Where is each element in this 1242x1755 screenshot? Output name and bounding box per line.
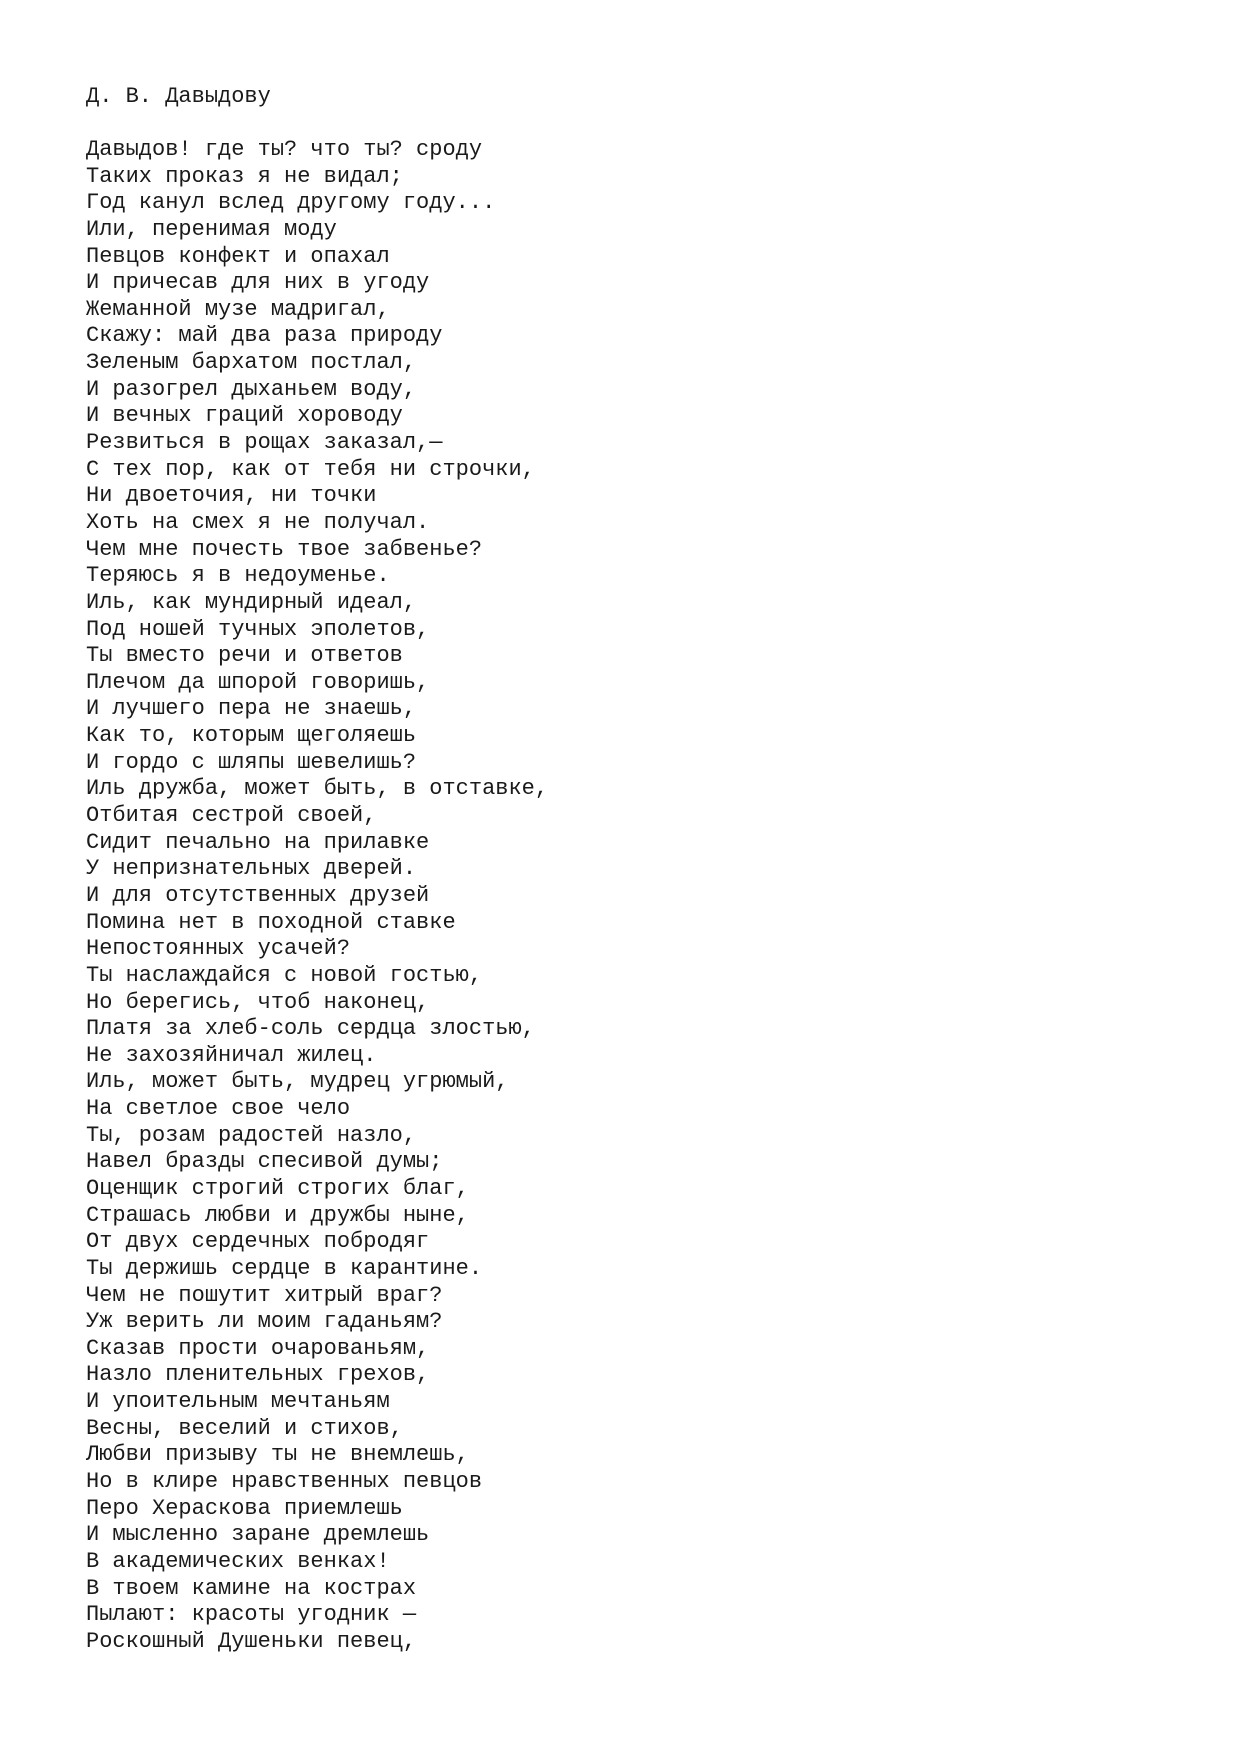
- poem-line: Иль, как мундирный идеал,: [86, 589, 417, 615]
- poem-line: Певцов конфект и опахал: [86, 243, 390, 269]
- poem-line: Ты наслаждайся с новой гостью,: [86, 962, 483, 988]
- poem-line: Ты, розам радостей назло,: [86, 1122, 417, 1148]
- poem-line: И причесав для них в угоду: [86, 270, 430, 296]
- poem-line: Не захозяйничал жилец.: [86, 1042, 377, 1068]
- poem-line: Но берегись, чтоб наконец,: [86, 989, 430, 1015]
- poem-line: Помина нет в походной ставке: [86, 909, 456, 935]
- poem-line: Ты держишь сердце в карантине.: [86, 1255, 483, 1281]
- poem-line: Иль дружба, может быть, в отставке,: [86, 776, 549, 802]
- poem-line: Отбитая сестрой своей,: [86, 803, 377, 829]
- poem-line: Под ношей тучных эполетов,: [86, 616, 430, 642]
- poem-line: Перо Хераскова приемлешь: [86, 1495, 403, 1521]
- poem-line: Плечом да шпорой говоришь,: [86, 669, 430, 695]
- poem-line: И лучшего пера не знаешь,: [86, 696, 417, 722]
- poem-line: С тех пор, как от тебя ни строчки,: [86, 456, 535, 482]
- poem-line: И вечных граций хороводу: [86, 403, 403, 429]
- poem-line: Уж верить ли моим гаданьям?: [86, 1309, 443, 1335]
- poem-line: Ты вместо речи и ответов: [86, 643, 403, 669]
- poem-line: Ни двоеточия, ни точки: [86, 483, 377, 509]
- poem-line: И разогрел дыханьем воду,: [86, 376, 417, 402]
- poem-line: Непостоянных усачей?: [86, 936, 351, 962]
- poem-line: Как то, которым щеголяешь: [86, 723, 417, 749]
- poem-line: Пылают: красоты угодник —: [86, 1602, 417, 1628]
- poem-line: Назло пленительных грехов,: [86, 1362, 430, 1388]
- poem-title: Д. В. Давыдову: [86, 84, 271, 109]
- poem-line: И для отсутственных друзей: [86, 882, 430, 908]
- poem-line: Жеманной музе мадригал,: [86, 296, 390, 322]
- poem-line: На светлое свое чело: [86, 1096, 351, 1122]
- poem-line: Любви призыву ты не внемлешь,: [86, 1442, 469, 1468]
- poem-line: И упоительным мечтаньям: [86, 1389, 390, 1415]
- poem-line: Оценщик строгий строгих благ,: [86, 1175, 469, 1201]
- poem-line: Зеленым бархатом постлал,: [86, 350, 417, 376]
- poem-line: Резвиться в рощах заказал,—: [86, 430, 443, 456]
- poem-line: Чем не пошутит хитрый враг?: [86, 1282, 443, 1308]
- poem-body: [86, 137, 548, 1656]
- poem-line: В твоем камине на кострах: [86, 1575, 417, 1601]
- poem-line: Таких проказ я не видал;: [86, 163, 403, 189]
- poem-line: Скажу: май два раза природу: [86, 323, 443, 349]
- poem-line: От двух сердечных побродяг: [86, 1229, 430, 1255]
- poem-line: Сказав прости очарованьям,: [86, 1335, 430, 1361]
- poem-line: Платя за хлеб-соль сердца злостью,: [86, 1016, 535, 1042]
- poem-line: Теряюсь я в недоуменье.: [86, 563, 390, 589]
- poem-line: Страшась любви и дружбы ныне,: [86, 1202, 469, 1228]
- poem-line: И гордо с шляпы шевелишь?: [86, 749, 417, 775]
- poem-line: Навел бразды спесивой думы;: [86, 1149, 443, 1175]
- poem-line: Роскошный Душеньки певец,: [86, 1628, 417, 1654]
- poem-line: Давыдов! где ты? что ты? сроду: [86, 137, 483, 162]
- poem-line: В академических венках!: [86, 1548, 390, 1574]
- poem-line: Весны, веселий и стихов,: [86, 1415, 403, 1441]
- poem-line: Хоть на смех я не получал.: [86, 509, 430, 535]
- poem-line: Сидит печально на прилавке: [86, 829, 430, 855]
- poem-line: Но в клире нравственных певцов: [86, 1469, 483, 1495]
- poem-line: Год канул вслед другому году...: [86, 190, 496, 216]
- poem-line: Или, перенимая моду: [86, 216, 337, 242]
- poem-line: У непризнательных дверей.: [86, 856, 417, 882]
- poem-line: Чем мне почесть твое забвенье?: [86, 536, 483, 562]
- poem-line: И мысленно заране дремлешь: [86, 1522, 430, 1548]
- poem-line: Иль, может быть, мудрец угрюмый,: [86, 1069, 509, 1095]
